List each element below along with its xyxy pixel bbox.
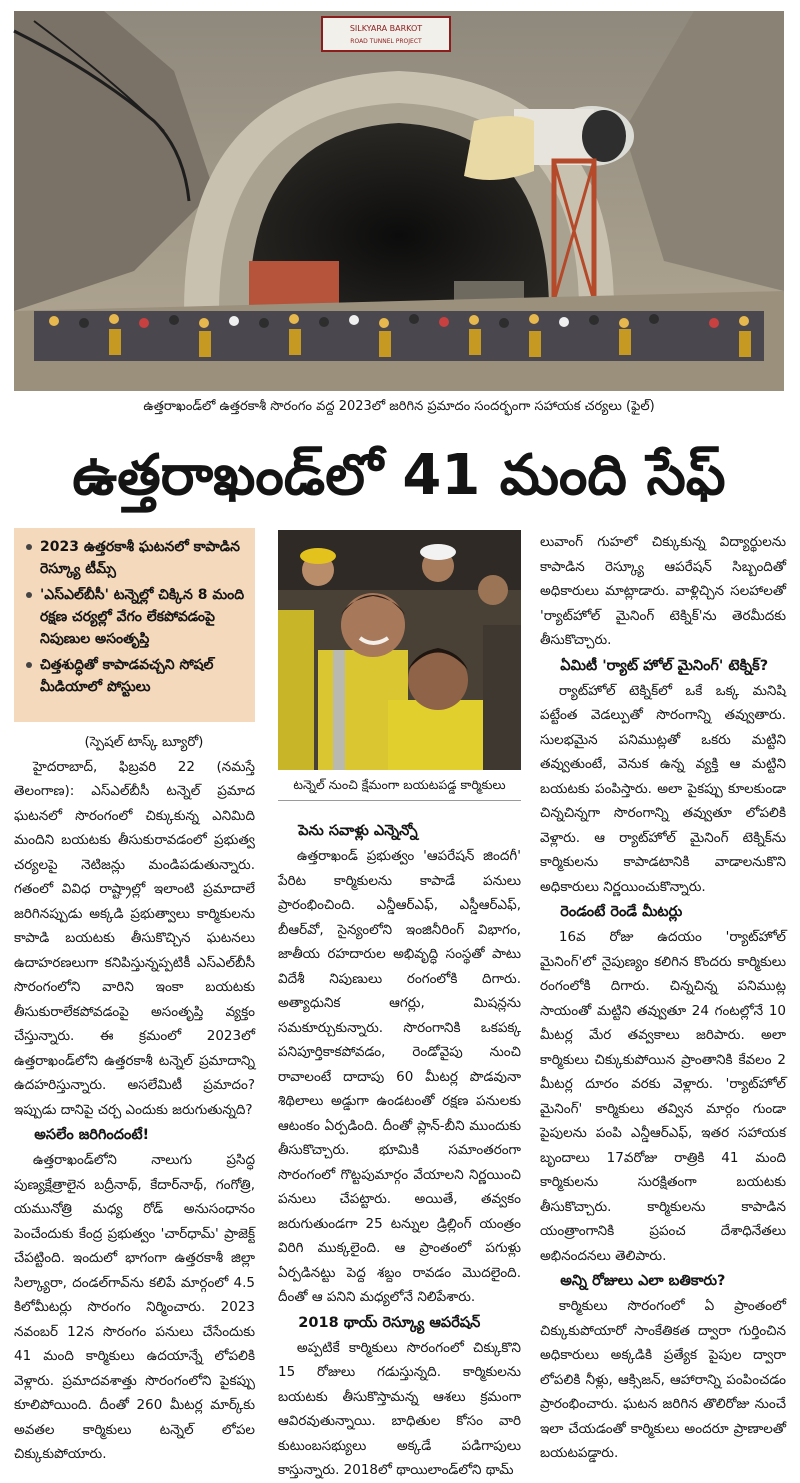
bullet-icon <box>26 544 32 550</box>
article-paragraph: ర్యాట్‌హోల్ టెక్నిక్‌లో ఒకే ఒక్క మనిషి పట్టేంత వెడల్పుతో సొరంగాన్ని తవ్వుతారు. సులభమైన పనిముట్లతో ఒకరు మట్టిని తవ్వుతుంటే, వెనుక ఉన్న వ్యక్తి ఆ మట్టిని బయటకు పంపిస్తారు. అలా పైకప్పు కూలకుండా చిన్నచిన్నగా సొరంగాన్ని తవ్వుతూ లోపలికి వెళ్లారు. ఆ ర్యాట్‌హోల్ మైనింగ్ టెక్నిక్‌ను కార్మికులను కాపాడటానికి వాడాలనుకొని అధికారులు నిర్ణయించుకొన్నారు. <box>540 682 786 895</box>
sign-line-2: ROAD TUNNEL PROJECT <box>350 38 422 45</box>
article-paragraph: హైదరాబాద్, ఫిబ్రవరి 22 (నమస్తే తెలంగాణ): ఎస్ఎల్‌బీసీ టన్నెల్ ప్రమాద ఘటనలో సొరంగంలో చిక్కుకున్న ఎనిమిది మందిని బయటకు తీసుకురావడంలో ప్రభుత్వ చర్యలపై నెటిజన్లు మండిపడుతున్నారు. గతంలో వివిధ రాష్ట్రాల్లో ఇలాంటి ప్రమాదాలే జరిగినప్పుడు అక్కడి ప్రభుత్వాలు కార్మికులను కాపాడి బయటకు తీసుకొచ్చిన ఘటనలు ఉదాహరణలుగా కనిపిస్తున్నప్పటికీ ఎస్ఎల్‌బీసీ సొరంగంలోని వారిని ఇంకా బయటకు తీసుకురాలేకపోవడంపై అసంతృప్తి వ్యక్తం చేస్తున్నారు. ఈ క్రమంలో 2023లో ఉత్తరాఖండ్‌లోని ఉత్తరకాశీ టన్నెల్ ప్రమాదాన్ని ఉదహరిస్తున్నారు. అసలేమిటీ ప్రమాదం? ఇప్పుడు దానిపై చర్చ ఎందుకు జరుగుతున్నది? <box>14 758 255 1118</box>
subheading: రెండంటే రెండే మీటర్లు <box>560 904 683 920</box>
article-column-2 <box>278 818 521 1478</box>
highlight-item <box>22 584 249 650</box>
subheading: అసలేం జరిగిందంటే! <box>34 1127 150 1143</box>
rescued-workers-photo <box>278 530 521 770</box>
tunnel-rescue-illustration <box>14 11 784 391</box>
article-column-1 <box>14 730 255 1462</box>
byline: (స్పెషల్ టాస్క్ బ్యూరో) <box>84 734 204 750</box>
article-paragraph: ఉత్తరాఖండ్ ప్రభుత్వం 'ఆపరేషన్ జిందగీ' పేరిట కార్మికులను కాపాడే పనులు ప్రారంభించింది. ఎన్డీఆర్ఎఫ్, ఎస్డీఆర్ఎఫ్, బీఆర్‌వో, సైన్యంలోని ఇంజినీరింగ్ విభాగం, జాతీయ రహదారుల అభివృద్ధి సంస్థతో పాటు విదేశీ నిపుణులు రంగంలోకి దిగారు. అత్యాధునిక ఆగర్లు, మిషన్లను సమకూర్చుకున్నారు. సొరంగానికి ఒకపక్క పనిపూర్తికాకపోవడం, రెండోవైపు నుంచి రావాలంటే దాదాపు 60 మీటర్ల పొడవునా శిథిలాలు అడ్డుగా ఉండటంతో రక్షణ పనులకు ఆటంకం ఏర్పడింది. దీంతో ప్లాన్-బీని ముందుకు తీసుకొచ్చారు. భూమికి సమాంతరంగా సొరంగంలో గొట్టపుమార్గం వేయాలని నిర్ణయించి పనులు చేపట్టారు. అయితే, తవ్వకం జరుగుతుండగా 25 టన్నుల డ్రిల్లింగ్ యంత్రం విరిగి ముక్కలైంది. ఆ ప్రాంతంలో పగుళ్లు ఏర్పడినట్టు పెద్ద శబ్దం రావడం మొదలైంది. దీంతో ఆ పనిని మధ్యలోనే నిలిపేశారు. <box>278 848 521 1305</box>
highlight-item <box>22 536 249 580</box>
subheading: అన్ని రోజులు ఎలా బతికారు? <box>560 1273 726 1289</box>
rescued-workers-illustration <box>278 530 521 770</box>
tunnel-rescue-photo <box>14 11 784 391</box>
top-photo-caption: ఉత్తరాఖండ్‌లో ఉత్తరకాశీ సొరంగం వద్ద 2023లో జరిగిన ప్రమాదం సందర్భంగా సహాయక చర్యలు (ఫైల్) <box>143 399 655 414</box>
mid-photo-caption: టన్నెల్ నుంచి క్షేమంగా బయటపడ్డ కార్మికులు <box>293 777 506 792</box>
highlight-text: 2023 ఉత్తరకాశీ ఘటనలో కాపాడిన రెస్క్యూ టీమ్స్ <box>40 539 240 577</box>
highlights-box <box>14 528 255 722</box>
article-paragraph: లువాంగ్ గుహలో చిక్కుకున్న విద్యార్థులను కాపాడిన రెస్క్యూ ఆపరేషన్ సిబ్బందితో అధికారులు మాట్లాడారు. వాళ్లిచ్చిన సలహాలతో 'ర్యాట్‌హోల్ మైనింగ్ టెక్నిక్‌'ను తెరమీదకు తీసుకొచ్చారు. <box>540 534 786 648</box>
bullet-icon <box>26 592 32 598</box>
article-paragraph: ఉత్తరాఖండ్‌లోని నాలుగు ప్రసిద్ధ పుణ్యక్షేత్రాలైన బద్రీనాథ్, కేదార్‌నాథ్, గంగోత్రి, యమునోత్రి మధ్య రోడ్ అనుసంధానం పెంచేందుకు కేంద్ర ప్రభుత్వం 'చార్‌ధామ్' ప్రాజెక్ట్ చేపట్టింది. ఇందులో భాగంగా ఉత్తరకాశీ జిల్లా సిల్క్యారా, దండల్‌గావ్‌ను కలిపే మార్గంలో 4.5 కిలోమీటర్లు సొరంగం నిర్మించారు. 2023 నవంబర్ 12న సొరంగం పనులు చేసేందుకు 41 మంది కార్మికులు ఉదయాన్నే లోపలికి వెళ్లారు. ప్రమాదవశాత్తు సొరంగంలోని పైకప్పు కూలిపోయింది. దీంతో 260 మీటర్ల మార్క్‌కు అవతల కార్మికులు టన్నెల్ లోపల చిక్కుకుపోయారు. <box>14 1152 255 1462</box>
article-paragraph: అప్పటికే కార్మికులు సొరంగంలో చిక్కుకొని 15 రోజులు గడుస్తున్నది. కార్మికులను బయటకు తీసుకొస్తామన్న ఆశలు క్రమంగా ఆవిరవుతున్నాయి. బాధితుల కోసం వారి కుటుంబసభ్యులు అక్కడే పడిగాపులు కాస్తున్నారు. 2018లో థాయిలాండ్‌లోని థామ్ <box>278 1339 521 1478</box>
highlight-text: 'ఎస్ఎల్‌బీసీ' టన్నెల్లో చిక్కిన 8 మంది రక్షణ చర్యల్లో వేగం లేకపోవడంపై నిపుణుల అసంతృప్తి <box>40 587 245 647</box>
article-column-3 <box>540 530 786 1461</box>
article-paragraph: 16వ రోజు ఉదయం 'ర్యాట్‌హోల్ మైనింగ్'లో నైపుణ్యం కలిగిన కొందరు కార్మికులు రంగంలోకి దిగారు. చిన్నచిన్న పనిముట్ల సాయంతో మట్టిని తవ్వుతూ 24 గంటల్లోనే 10 మీటర్ల మేర తవ్వకాలు జరిపారు. అలా కార్మికులు చిక్కుకుపోయిన ప్రాంతానికి కేవలం 2 మీటర్ల దూరం వరకు వెళ్లారు. 'ర్యాట్‌హోల్ మైనింగ్' కార్మికులు తవ్విన మార్గం గుండా పైపులను పంపి ఎన్డీఆర్ఎఫ్, ఇతర సహాయక బృందాలు 17వరోజు రాత్రికి 41 మంది కార్మికులను సురక్షితంగా బయటకు తీసుకొచ్చారు. కార్మికులను కాపాడిన యంత్రాంగానికి ప్రపంచ దేశాధినేతలు అభినందనలు తెలిపారు. <box>540 929 786 1264</box>
subheading: ఏమిటీ 'ర్యాట్ హోల్ మైనింగ్' టెక్నిక్? <box>560 657 769 674</box>
headline: ఉత్తరాఖండ్‌లో 41 మంది సేఫ్ <box>72 443 726 508</box>
highlight-item <box>22 654 249 698</box>
article-paragraph: కార్మికులు సొరంగంలో ఏ ప్రాంతంలో చిక్కుకుపోయారో సాంకేతికత ద్వారా గుర్తించిన అధికారులు అక్కడికి ప్రత్యేక పైపుల ద్వారా లోపలికి నీళ్లు, ఆక్సిజన్, ఆహారాన్ని పంపించడం ప్రారంభించారు. ఘటన జరిగిన తొలిరోజు నుంచే ఇలా చేయడంతో కార్మికులు అందరూ ప్రాణాలతో బయటపడ్డారు. <box>540 1298 786 1461</box>
sign-line-1: SILKYARA BARKOT <box>349 24 423 33</box>
bullet-icon <box>26 662 32 668</box>
highlight-text: చిత్తశుద్ధితో కాపాడవచ్చని సోషల్ మీడియాలో పోస్టులు <box>40 657 214 695</box>
subheading: 2018 థాయ్ రెస్క్యూ ఆపరేషన్ <box>298 1314 481 1331</box>
divider <box>278 800 521 801</box>
subheading: పెను సవాళ్లు ఎన్నెన్నో <box>298 823 418 839</box>
